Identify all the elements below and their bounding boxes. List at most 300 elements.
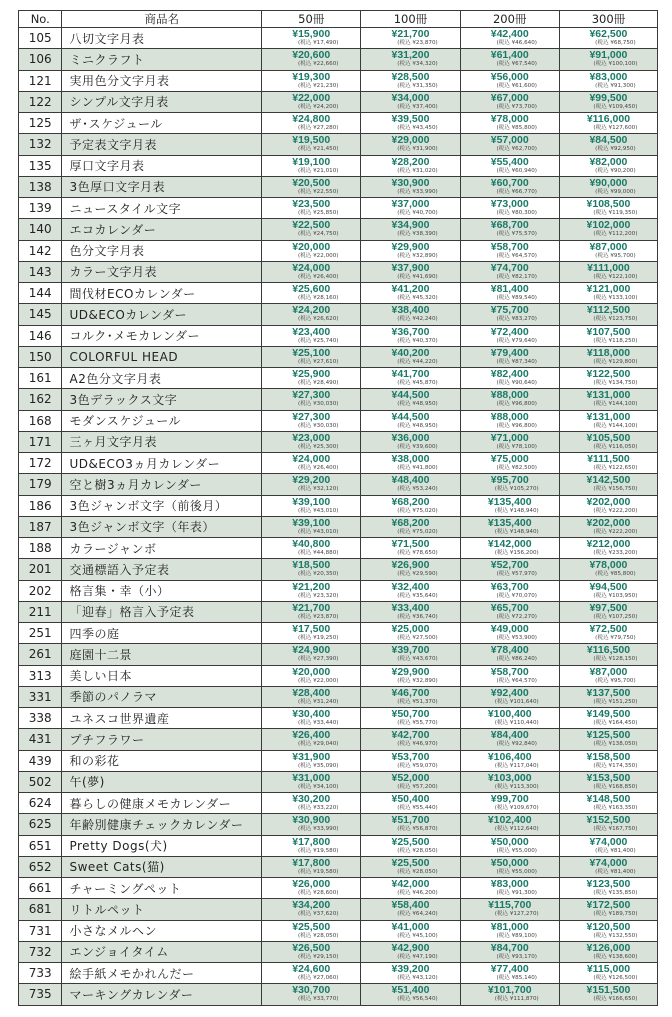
tax-prefix: (税込 bbox=[496, 61, 510, 68]
tax-value: ¥222,200 bbox=[608, 528, 636, 535]
price-value: ¥77,400 bbox=[490, 963, 529, 976]
price-cell-50 bbox=[262, 176, 361, 197]
tax-value: ¥21,010 bbox=[313, 167, 337, 174]
tax-suffix: ) bbox=[336, 295, 339, 302]
tax-prefix: (税込 bbox=[397, 953, 411, 960]
price-cell-50 bbox=[262, 644, 361, 665]
tax-suffix: ) bbox=[336, 953, 339, 960]
product-number: 502 bbox=[19, 771, 62, 792]
tax-value: ¥35,090 bbox=[313, 762, 337, 769]
price-value: ¥58,700 bbox=[490, 665, 529, 678]
price-cell-200 bbox=[460, 134, 559, 155]
price-value: ¥34,000 bbox=[391, 91, 430, 104]
product-name: UD&ECOカレンダー bbox=[62, 304, 262, 325]
price-tax-included bbox=[560, 763, 657, 770]
price-value: ¥21,700 bbox=[292, 601, 331, 614]
tax-prefix: (税込 bbox=[496, 210, 510, 217]
price-value: ¥42,700 bbox=[391, 729, 430, 742]
tax-prefix: (税込 bbox=[496, 677, 510, 684]
tax-prefix: (税込 bbox=[297, 783, 312, 790]
tax-suffix: ) bbox=[336, 975, 339, 982]
tax-suffix: ) bbox=[635, 210, 638, 217]
tax-value: ¥103,950 bbox=[608, 592, 636, 599]
header-row bbox=[19, 11, 658, 28]
tax-suffix: ) bbox=[435, 911, 438, 918]
price-value: ¥39,100 bbox=[292, 495, 331, 508]
tax-suffix: ) bbox=[633, 167, 636, 174]
price-tax-included bbox=[262, 444, 360, 451]
product-number: 201 bbox=[19, 559, 62, 580]
tax-suffix: ) bbox=[635, 890, 638, 897]
table-row bbox=[19, 984, 658, 1005]
price-value: ¥74,700 bbox=[490, 261, 529, 274]
table-row bbox=[19, 368, 658, 389]
price-value: ¥137,500 bbox=[586, 686, 631, 699]
price-value: ¥30,900 bbox=[391, 176, 430, 189]
tax-value: ¥57,970 bbox=[511, 571, 535, 578]
tax-prefix: (税込 bbox=[397, 592, 411, 599]
price-cell-300 bbox=[559, 49, 657, 70]
price-value: ¥39,700 bbox=[391, 644, 430, 657]
tax-prefix: (税込 bbox=[297, 656, 312, 663]
price-value: ¥30,900 bbox=[292, 814, 331, 827]
price-value: ¥212,000 bbox=[586, 538, 631, 551]
price-value: ¥65,700 bbox=[490, 601, 529, 614]
price-tax-included bbox=[560, 189, 657, 196]
product-name: 交通標語入予定表 bbox=[62, 559, 262, 580]
price-tax-included bbox=[262, 486, 360, 493]
price-tax-included bbox=[461, 741, 559, 748]
tax-prefix: (税込 bbox=[297, 316, 312, 323]
table-row bbox=[19, 793, 658, 814]
tax-value: ¥119,350 bbox=[608, 210, 636, 217]
tax-value: ¥91,300 bbox=[610, 82, 634, 89]
price-value: ¥72,500 bbox=[589, 623, 628, 636]
price-tax-included bbox=[361, 784, 459, 791]
price-value: ¥152,500 bbox=[586, 814, 631, 827]
price-value: ¥71,000 bbox=[490, 431, 529, 444]
tax-suffix: ) bbox=[635, 720, 638, 727]
tax-suffix: ) bbox=[635, 316, 638, 323]
tax-value: ¥67,540 bbox=[511, 61, 535, 68]
tax-value: ¥32,890 bbox=[412, 252, 436, 259]
tax-value: ¥99,000 bbox=[610, 188, 634, 195]
tax-value: ¥109,450 bbox=[608, 103, 636, 110]
price-cell-300 bbox=[559, 835, 657, 856]
tax-value: ¥93,170 bbox=[511, 953, 535, 960]
price-cell-100 bbox=[361, 686, 460, 707]
price-cell-50 bbox=[262, 878, 361, 899]
price-cell-100 bbox=[361, 176, 460, 197]
tax-value: ¥46,200 bbox=[412, 890, 436, 897]
product-name: 「迎春」格言入予定表 bbox=[62, 601, 262, 622]
price-tax-included bbox=[560, 614, 657, 621]
price-cell-200 bbox=[460, 814, 559, 835]
table-row bbox=[19, 623, 658, 644]
price-tax-included bbox=[560, 996, 657, 1003]
tax-suffix: ) bbox=[635, 592, 638, 599]
price-value: ¥23,400 bbox=[292, 325, 331, 338]
price-tax-included bbox=[262, 125, 360, 132]
tax-prefix: (税込 bbox=[297, 358, 312, 365]
tax-value: ¥156,200 bbox=[509, 550, 537, 557]
tax-value: ¥86,240 bbox=[511, 656, 535, 663]
tax-value: ¥26,620 bbox=[313, 316, 337, 323]
tax-prefix: (税込 bbox=[496, 125, 510, 132]
price-tax-included bbox=[560, 168, 657, 175]
price-tax-included bbox=[461, 720, 559, 727]
tax-prefix: (税込 bbox=[397, 528, 411, 535]
price-tax-included bbox=[262, 465, 360, 472]
price-cell-300 bbox=[559, 240, 657, 261]
tax-value: ¥29,040 bbox=[313, 741, 337, 748]
price-cell-50 bbox=[262, 198, 361, 219]
product-name: UD&ECO3ヵ月カレンダー bbox=[62, 453, 262, 474]
tax-prefix: (税込 bbox=[397, 103, 411, 110]
price-value: ¥115,000 bbox=[586, 963, 631, 976]
price-cell-100 bbox=[361, 474, 460, 495]
tax-suffix: ) bbox=[536, 486, 539, 493]
tax-value: ¥222,200 bbox=[608, 507, 636, 514]
tax-prefix: (税込 bbox=[297, 380, 312, 387]
price-tax-included bbox=[361, 401, 459, 408]
price-cell-300 bbox=[559, 559, 657, 580]
tax-prefix: (税込 bbox=[595, 868, 609, 875]
price-value: ¥142,000 bbox=[487, 538, 532, 551]
price-value: ¥111,500 bbox=[587, 453, 630, 466]
tax-suffix: ) bbox=[635, 103, 638, 110]
price-value: ¥202,000 bbox=[586, 495, 631, 508]
tax-prefix: (税込 bbox=[297, 741, 312, 748]
product-number: 172 bbox=[19, 453, 62, 474]
tax-prefix: (税込 bbox=[397, 125, 411, 132]
price-tax-included bbox=[262, 720, 360, 727]
price-value: ¥25,500 bbox=[391, 835, 430, 848]
tax-value: ¥45,870 bbox=[412, 380, 436, 387]
tax-prefix: (税込 bbox=[593, 358, 607, 365]
tax-value: ¥32,120 bbox=[313, 486, 337, 493]
price-cell-100 bbox=[361, 495, 460, 516]
table-row bbox=[19, 729, 658, 750]
price-cell-100 bbox=[361, 708, 460, 729]
product-number: 162 bbox=[19, 389, 62, 410]
tax-prefix: (税込 bbox=[593, 720, 607, 727]
price-tax-included bbox=[560, 571, 657, 578]
price-cell-50 bbox=[262, 155, 361, 176]
tax-value: ¥39,600 bbox=[412, 443, 436, 450]
price-value: ¥19,100 bbox=[292, 155, 331, 168]
price-value: ¥18,500 bbox=[292, 559, 331, 572]
tax-suffix: ) bbox=[534, 337, 537, 344]
table-row bbox=[19, 304, 658, 325]
price-tax-included bbox=[560, 253, 657, 260]
table-row bbox=[19, 708, 658, 729]
price-cell-200 bbox=[460, 920, 559, 941]
price-tax-included bbox=[361, 975, 459, 982]
tax-suffix: ) bbox=[435, 295, 438, 302]
tax-prefix: (税込 bbox=[397, 188, 411, 195]
price-tax-included bbox=[262, 146, 360, 153]
tax-value: ¥55,440 bbox=[412, 805, 436, 812]
price-cell-100 bbox=[361, 134, 460, 155]
tax-suffix: ) bbox=[635, 698, 638, 705]
tax-prefix: (税込 bbox=[297, 720, 312, 727]
price-value: ¥87,000 bbox=[589, 665, 628, 678]
product-name: 間伐材ECOカレンダー bbox=[62, 283, 262, 304]
tax-suffix: ) bbox=[435, 890, 438, 897]
tax-suffix: ) bbox=[336, 231, 339, 238]
table-row bbox=[19, 941, 658, 962]
product-number: 651 bbox=[19, 835, 62, 856]
price-cell-300 bbox=[559, 474, 657, 495]
price-value: ¥30,200 bbox=[292, 793, 331, 806]
tax-suffix: ) bbox=[435, 465, 438, 472]
tax-prefix: (税込 bbox=[397, 550, 411, 557]
tax-value: ¥43,010 bbox=[313, 507, 337, 514]
tax-prefix: (税込 bbox=[496, 40, 510, 47]
tax-suffix: ) bbox=[635, 380, 638, 387]
tax-prefix: (税込 bbox=[297, 635, 312, 642]
tax-prefix: (税込 bbox=[496, 932, 510, 939]
price-value: ¥29,900 bbox=[391, 665, 430, 678]
tax-suffix: ) bbox=[534, 125, 537, 132]
tax-suffix: ) bbox=[336, 146, 339, 153]
tax-value: ¥122,100 bbox=[608, 273, 636, 280]
product-number: 313 bbox=[19, 665, 62, 686]
price-cell-300 bbox=[559, 91, 657, 112]
tax-value: ¥19,580 bbox=[313, 847, 337, 854]
price-tax-included bbox=[262, 614, 360, 621]
tax-value: ¥132,550 bbox=[608, 932, 636, 939]
price-tax-included bbox=[560, 826, 657, 833]
tax-prefix: (税込 bbox=[397, 61, 411, 68]
table-row bbox=[19, 601, 658, 622]
tax-suffix: ) bbox=[534, 741, 537, 748]
tax-suffix: ) bbox=[534, 188, 537, 195]
price-cell-200 bbox=[460, 389, 559, 410]
tax-value: ¥75,020 bbox=[412, 528, 436, 535]
price-cell-300 bbox=[559, 516, 657, 537]
price-value: ¥44,500 bbox=[391, 410, 430, 423]
price-cell-50 bbox=[262, 835, 361, 856]
price-tax-included bbox=[361, 83, 459, 90]
price-tax-included bbox=[361, 848, 459, 855]
tax-value: ¥168,850 bbox=[608, 783, 636, 790]
tax-value: ¥81,400 bbox=[610, 868, 634, 875]
tax-value: ¥122,650 bbox=[608, 465, 636, 472]
tax-prefix: (税込 bbox=[494, 486, 509, 493]
price-cell-100 bbox=[361, 984, 460, 1005]
tax-prefix: (税込 bbox=[297, 996, 312, 1003]
tax-suffix: ) bbox=[435, 677, 438, 684]
tax-prefix: (税込 bbox=[297, 103, 312, 110]
tax-suffix: ) bbox=[336, 486, 339, 493]
tax-value: ¥28,050 bbox=[412, 868, 436, 875]
price-tax-included bbox=[262, 61, 360, 68]
tax-suffix: ) bbox=[635, 507, 638, 514]
tax-value: ¥33,770 bbox=[313, 996, 337, 1003]
tax-value: ¥91,300 bbox=[511, 890, 535, 897]
tax-suffix: ) bbox=[336, 422, 339, 429]
product-number: 106 bbox=[19, 49, 62, 70]
price-value: ¥51,400 bbox=[391, 984, 430, 997]
tax-suffix: ) bbox=[435, 996, 438, 1003]
tax-suffix: ) bbox=[336, 252, 339, 259]
tax-value: ¥166,650 bbox=[608, 996, 636, 1003]
price-cell-300 bbox=[559, 431, 657, 452]
price-value: ¥20,600 bbox=[292, 49, 331, 62]
tax-suffix: ) bbox=[435, 40, 438, 47]
tax-prefix: (税込 bbox=[593, 231, 607, 238]
price-tax-included bbox=[560, 699, 657, 706]
tax-value: ¥24,750 bbox=[313, 231, 337, 238]
price-cell-50 bbox=[262, 941, 361, 962]
price-tax-included bbox=[461, 911, 559, 918]
tax-suffix: ) bbox=[435, 273, 438, 280]
tax-prefix: (税込 bbox=[496, 82, 510, 89]
product-name: 和の彩花 bbox=[62, 750, 262, 771]
price-value: ¥42,000 bbox=[391, 878, 430, 891]
tax-value: ¥25,740 bbox=[313, 337, 337, 344]
price-value: ¥105,500 bbox=[586, 431, 631, 444]
tax-value: ¥42,240 bbox=[412, 316, 436, 323]
price-value: ¥40,800 bbox=[292, 538, 331, 551]
tax-prefix: (税込 bbox=[397, 167, 411, 174]
tax-value: ¥89,540 bbox=[511, 295, 535, 302]
tax-value: ¥51,370 bbox=[412, 698, 436, 705]
price-value: ¥112,500 bbox=[586, 304, 631, 317]
tax-suffix: ) bbox=[336, 783, 339, 790]
tax-value: ¥45,100 bbox=[412, 932, 436, 939]
product-name: COLORFUL HEAD bbox=[62, 346, 262, 367]
tax-prefix: (税込 bbox=[397, 465, 411, 472]
tax-suffix: ) bbox=[536, 826, 539, 833]
price-cell-200 bbox=[460, 240, 559, 261]
price-tax-included bbox=[461, 678, 559, 685]
product-name: 3色デラックス文字 bbox=[62, 389, 262, 410]
tax-value: ¥37,620 bbox=[313, 911, 337, 918]
price-cell-100 bbox=[361, 771, 460, 792]
price-tax-included bbox=[461, 83, 559, 90]
tax-prefix: (税込 bbox=[397, 507, 411, 514]
price-tax-included bbox=[461, 699, 559, 706]
price-cell-300 bbox=[559, 155, 657, 176]
price-value: ¥50,000 bbox=[490, 835, 529, 848]
price-value: ¥39,100 bbox=[292, 516, 331, 529]
price-tax-included bbox=[560, 380, 657, 387]
price-value: ¥20,000 bbox=[292, 665, 331, 678]
header-200: 200冊 bbox=[460, 11, 559, 28]
price-tax-included bbox=[560, 444, 657, 451]
table-row bbox=[19, 856, 658, 877]
tax-prefix: (税込 bbox=[397, 720, 411, 727]
tax-value: ¥118,250 bbox=[608, 337, 636, 344]
price-tax-included bbox=[361, 295, 459, 302]
price-value: ¥87,000 bbox=[589, 240, 628, 253]
price-cell-50 bbox=[262, 368, 361, 389]
price-tax-included bbox=[361, 954, 459, 961]
product-name: リトルペット bbox=[62, 899, 262, 920]
price-tax-included bbox=[461, 338, 559, 345]
price-value: ¥75,000 bbox=[490, 453, 529, 466]
tax-prefix: (税込 bbox=[595, 571, 609, 578]
tax-prefix: (税込 bbox=[593, 61, 607, 68]
tax-value: ¥31,900 bbox=[412, 146, 436, 153]
price-tax-included bbox=[560, 656, 657, 663]
price-tax-included bbox=[461, 125, 559, 132]
price-value: ¥37,900 bbox=[391, 261, 430, 274]
tax-prefix: (税込 bbox=[297, 890, 312, 897]
price-cell-300 bbox=[559, 538, 657, 559]
tax-suffix: ) bbox=[435, 125, 438, 132]
price-tax-included bbox=[461, 295, 559, 302]
tax-value: ¥22,660 bbox=[313, 61, 337, 68]
tax-suffix: ) bbox=[633, 40, 636, 47]
price-cell-50 bbox=[262, 623, 361, 644]
price-cell-100 bbox=[361, 304, 460, 325]
price-value: ¥20,500 bbox=[292, 176, 331, 189]
product-number: 624 bbox=[19, 793, 62, 814]
tax-prefix: (税込 bbox=[297, 826, 312, 833]
tax-suffix: ) bbox=[435, 486, 438, 493]
tax-value: ¥128,150 bbox=[608, 656, 636, 663]
price-tax-included bbox=[262, 316, 360, 323]
price-value: ¥99,500 bbox=[589, 91, 628, 104]
price-cell-200 bbox=[460, 750, 559, 771]
tax-value: ¥24,200 bbox=[313, 103, 337, 110]
price-tax-included bbox=[262, 890, 360, 897]
table-row bbox=[19, 878, 658, 899]
price-cell-300 bbox=[559, 920, 657, 941]
price-tax-included bbox=[461, 635, 559, 642]
tax-suffix: ) bbox=[336, 932, 339, 939]
tax-suffix: ) bbox=[536, 550, 539, 557]
tax-suffix: ) bbox=[435, 550, 438, 557]
tax-suffix: ) bbox=[536, 911, 539, 918]
price-tax-included bbox=[461, 380, 559, 387]
tax-value: ¥44,220 bbox=[412, 358, 436, 365]
price-cell-100 bbox=[361, 878, 460, 899]
tax-suffix: ) bbox=[534, 273, 537, 280]
tax-prefix: (税込 bbox=[593, 401, 607, 408]
price-value: ¥46,700 bbox=[391, 686, 430, 699]
price-cell-100 bbox=[361, 963, 460, 984]
tax-prefix: (税込 bbox=[593, 953, 607, 960]
tax-suffix: ) bbox=[534, 210, 537, 217]
price-tax-included bbox=[361, 911, 459, 918]
product-name: 小さなメルヘン bbox=[62, 920, 262, 941]
tax-prefix: (税込 bbox=[593, 486, 607, 493]
tax-prefix: (税込 bbox=[496, 656, 510, 663]
tax-value: ¥126,500 bbox=[608, 975, 636, 982]
price-cell-300 bbox=[559, 113, 657, 134]
tax-prefix: (税込 bbox=[593, 380, 607, 387]
tax-suffix: ) bbox=[635, 613, 638, 620]
tax-value: ¥45,320 bbox=[412, 295, 436, 302]
product-name: 予定表文字月表 bbox=[62, 134, 262, 155]
price-tax-included bbox=[262, 848, 360, 855]
tax-prefix: (税込 bbox=[496, 146, 510, 153]
tax-suffix: ) bbox=[536, 996, 539, 1003]
tax-suffix: ) bbox=[536, 783, 539, 790]
tax-prefix: (税込 bbox=[297, 210, 312, 217]
tax-prefix: (税込 bbox=[595, 40, 609, 47]
tax-prefix: (税込 bbox=[496, 635, 510, 642]
tax-value: ¥78,650 bbox=[412, 550, 436, 557]
tax-prefix: (税込 bbox=[593, 783, 607, 790]
price-cell-100 bbox=[361, 283, 460, 304]
tax-value: ¥40,370 bbox=[412, 337, 436, 344]
